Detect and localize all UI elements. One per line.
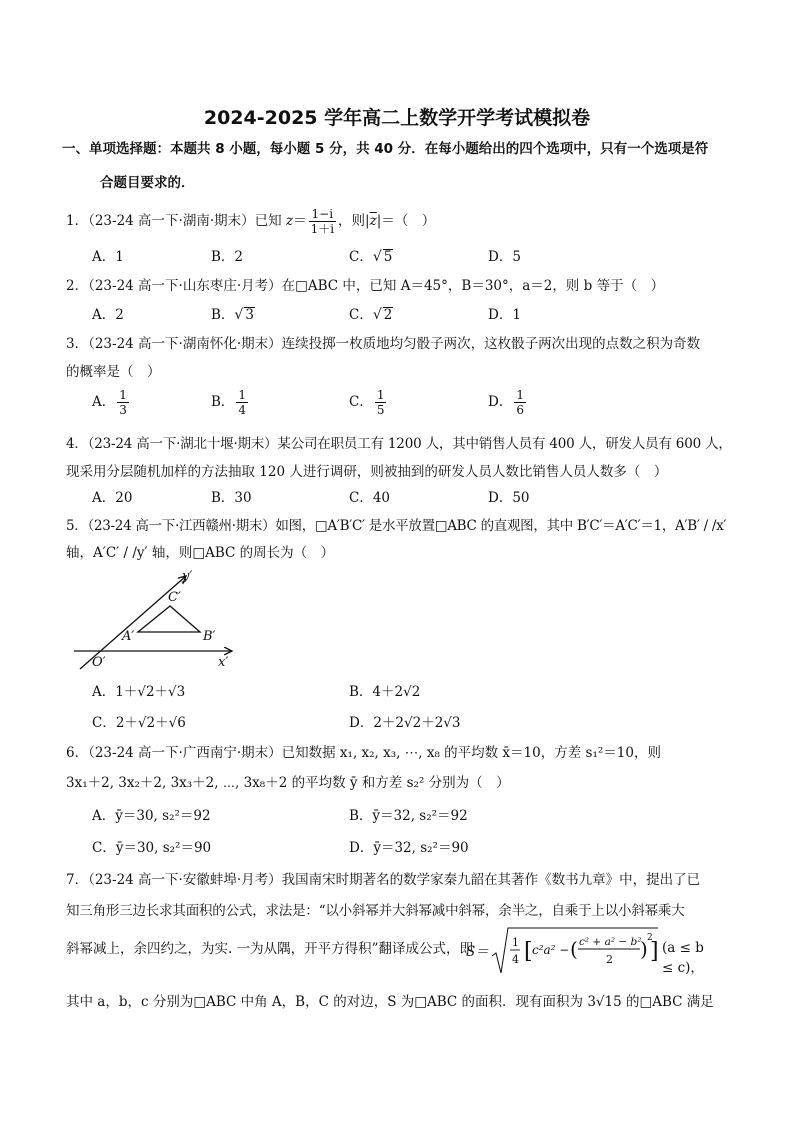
question-3-option-d: D． $\frac{1}{6}$ (488, 388, 524, 417)
point-b-label: B′ (203, 629, 216, 644)
question-6-line1: 6．（23-24 高一下·广西南宁·期末）已知数据 x₁, x₂, x₃, ⋯, x₈ 的平均数 x̄＝10，方差 s₁²＝10，则 (66, 745, 661, 761)
question-1-prefix: 1．（23-24 高一下·湖南·期末）已知 (66, 213, 282, 229)
question-6-option-b: B．ȳ＝32, s₂²＝92 (349, 808, 468, 824)
question-1-fraction: $\frac{1-i}{1+i}$ (310, 207, 335, 236)
svg-text:): ) (640, 937, 648, 961)
svg-text:4: 4 (512, 953, 519, 966)
question-7-line1: 7．（23-24 高一下·安徽蚌埠·月考）我国南宋时期著名的数学家秦九韶在其著作《数书九章》中，提出了已 (66, 872, 701, 888)
question-3-option-c: C． $\frac{1}{5}$ (349, 388, 385, 417)
question-5-option-c: C．2＋√2＋√6 (92, 715, 186, 731)
x-axis-label: x′ (218, 655, 229, 670)
origin-label: O′ (92, 655, 106, 670)
question-5-option-b: B．4＋2√2 (349, 684, 421, 700)
formula-s: S＝ (466, 944, 489, 960)
svg-text:c² + a² − b²: c² + a² − b² (579, 936, 642, 948)
svg-text:(: ( (570, 937, 578, 961)
question-4-option-a: A．20 (92, 490, 133, 506)
question-5-line2: 轴，A′C′ / /y′ 轴，则□ABC 的周长为（ ） (66, 545, 335, 561)
question-2-option-d: D．1 (488, 307, 521, 323)
svg-text:2: 2 (647, 933, 653, 943)
svg-text:2: 2 (606, 953, 613, 966)
page-title: 2024-2025 学年高二上数学开学考试模拟卷 (203, 107, 591, 129)
question-1-suffix: ，则 (338, 213, 366, 229)
question-1-ask: ＝（ ） (381, 213, 436, 229)
question-4-line2: 现采用分层随机加样的方法抽取 120 人进行调研，则被抽到的研发人员人数比销售人员人数多（ ） (66, 464, 668, 480)
question-4-option-d: D．50 (488, 490, 530, 506)
question-7-line4: 其中 a，b，c 分别为□ABC 中角 A，B，C 的对边，S 为□ABC 的面积．现有面积为 3√15 的□ABC 满足 (66, 994, 714, 1010)
question-3-option-b: B． $\frac{1}{4}$ (211, 388, 247, 417)
question-1-option-b: B．2 (211, 249, 244, 265)
question-1-option-d: D．5 (488, 249, 521, 265)
svg-text:[: [ (524, 939, 533, 964)
oblique-projection-figure (66, 566, 246, 676)
question-4-option-c: C．40 (349, 490, 391, 506)
y-axis-label: y′ (182, 569, 193, 584)
formula-condition: (a ≤ b ≤ c)， (662, 940, 704, 976)
question-3-line2: 的概率是（ ） (66, 364, 161, 380)
question-4-line1: 4．（23-24 高一下·湖北十堰·期末）某公司在职员工有 1200 人，其中销售人员有 400 人，研发人员有 600 人， (66, 436, 732, 452)
svg-text:c²a² −: c²a² − (532, 943, 570, 957)
question-6-line2: 3x₁＋2, 3x₂＋2, 3x₃＋2, ⋯, 3x₈＋2 的平均数 ȳ 和方差 s₂² 分别为（ ） (66, 775, 510, 791)
question-5-option-d: D．2＋2√2＋2√3 (349, 715, 461, 731)
svg-text:1: 1 (512, 936, 519, 949)
question-6-option-c: C．ȳ＝30, s₂²＝90 (92, 840, 212, 856)
point-c-label: C′ (168, 590, 181, 605)
svg-text:]: ] (650, 939, 659, 964)
question-2-option-c: C．√ 2 (349, 307, 393, 323)
section-heading-cont: 合题目要求的． (100, 175, 195, 191)
question-2-option-a: A．2 (92, 307, 124, 323)
area-formula (466, 926, 716, 976)
question-5-option-a: A．1＋√2＋√3 (92, 684, 186, 700)
question-7-line3: 斜幂减上，余四约之，为实. 一为从隅，开平方得积”翻译成公式，即 (66, 941, 473, 957)
question-1: 1．（23-24 高一下·湖南·期末）已知 z＝ $\frac{1-i}{1+i}$ ，则$|\overline{z}|=$（ ） (66, 207, 436, 236)
question-6-option-a: A．ȳ＝30, s₂²＝92 (92, 808, 211, 824)
question-1-z: z (285, 213, 294, 229)
question-5-line1: 5．（23-24 高一下·江西赣州·期末）如图，□A′B′C′ 是水平放置□ABC 的直观图，其中 B′C′＝A′C′＝1，A′B′ / /x′ (66, 518, 727, 534)
formula-root (490, 926, 660, 976)
question-3-line1: 3．（23-24 高一下·湖南怀化·期末）连续投掷一枚质地均匀骰子两次，这枚骰子两次出现的点数之积为奇数 (66, 336, 701, 352)
question-4-option-b: B．30 (211, 490, 252, 506)
question-6-option-d: D．ȳ＝32, s₂²＝90 (349, 840, 469, 856)
question-2: 2．（23-24 高一下·山东枣庄·月考）在□ABC 中，已知 A＝45°，B＝30°，a＝2，则 b 等于（ ） (66, 278, 665, 294)
question-2-option-b: B．√ 3 (211, 307, 254, 323)
question-3-option-a: A． $\frac{1}{3}$ (92, 388, 127, 417)
point-a-label: A′ (122, 629, 135, 644)
question-7-line2: 知三角形三边长求其面积的公式，求法是：“以小斜幂并大斜幂减中斜幂，余半之，自乘于上以小斜幂乘大 (66, 903, 685, 919)
question-1-option-c: C．√ 5 (349, 249, 393, 265)
section-heading: 一、单项选择题：本题共 8 小题，每小题 5 分，共 40 分．在每小题给出的四个选项中，只有一个选项是符 (62, 141, 709, 157)
question-1-option-a: A．1 (92, 249, 124, 265)
